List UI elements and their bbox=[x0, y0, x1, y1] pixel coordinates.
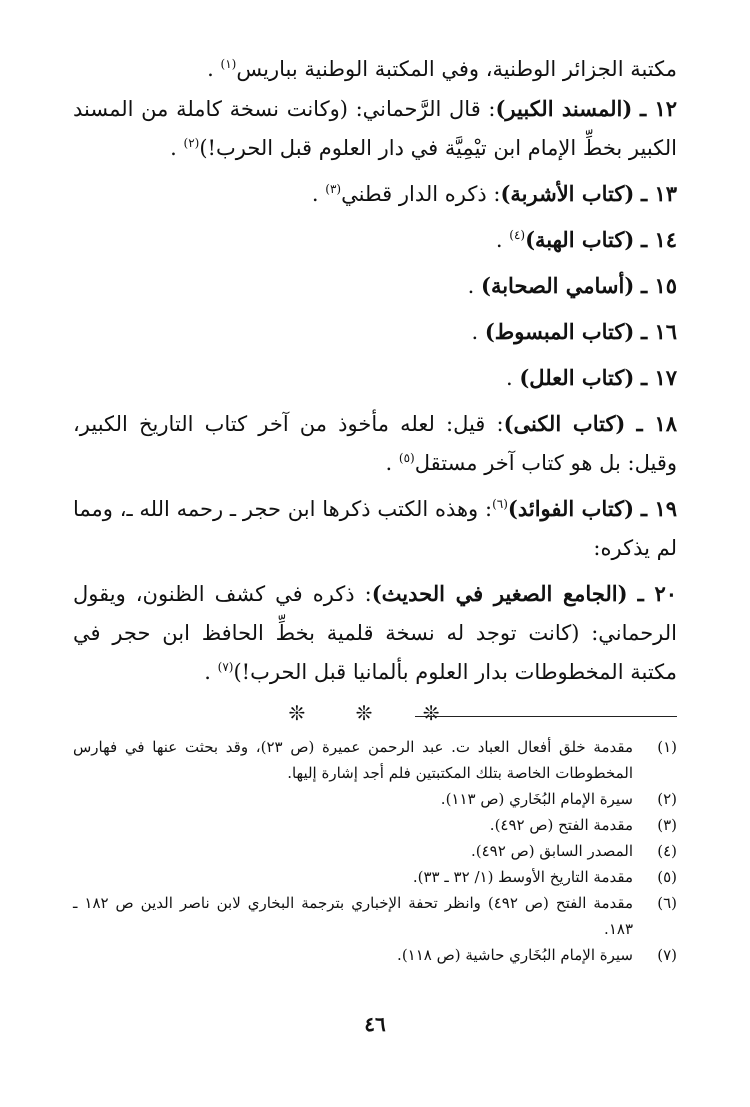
footnote-item: (٦) مقدمة الفتح (ص ٤٩٢) وانظر تحفة الإخباري بترجمة البخاري لابن ناصر الدين ص ١٨٢ ـ ١٨٣. bbox=[73, 894, 677, 938]
section-separator: ❊ ❊ ❊ bbox=[288, 701, 462, 725]
footnote-ref[interactable]: (٧) bbox=[217, 660, 234, 674]
list-item-19: ١٩ ـ (كتاب الفوائد)$^{(٦)}$: وهذه الكتب ذكرها ابن حجر ـ رحمه الله ـ، ومما لم يذكره: bbox=[73, 496, 678, 560]
footnote-item: (٧) سيرة الإمام البُخَاري حاشية (ص ١١٨). bbox=[397, 946, 677, 964]
list-item-13: ١٣ ـ (كتاب الأشربة): ذكره الدار قطني$^{(٣)}$ . bbox=[311, 181, 677, 206]
footnote-ref[interactable]: (٥) bbox=[398, 451, 415, 465]
list-item-12: ١٢ ـ (المسند الكبير): قال الرَّحماني: (وكانت نسخة كاملة من المسند الكبير بخطِّ الإمام ابن تيْمِيَّة في دار العلوم قبل الحرب!)$^{(٢)}$ . bbox=[73, 96, 678, 160]
list-item-18: ١٨ ـ (كتاب الكنى): قيل: لعله مأخوذ من آخر كتاب التاريخ الكبير، وقيل: بل هو كتاب آخر مستقل$^{(٥)}$ . bbox=[73, 411, 677, 475]
list-item-16: ١٦ ـ (كتاب المبسوط) . bbox=[471, 319, 677, 344]
footnote-item: (٥) مقدمة التاريخ الأوسط (١/ ٣٢ ـ ٣٣). bbox=[412, 868, 677, 886]
paragraph-continuation: مكتبة الجزائر الوطنية، وفي المكتبة الوطنية بباريس$^{(١)}$ . bbox=[207, 57, 677, 81]
footnote-item: (١) مقدمة خلق أفعال العباد ت. عبد الرحمن عميرة (ص ٢٣)، وقد بحثت عنها في فهارس المخطوطات الخاصة بتلك المكتبتين فلم أجد إشارة إليها. bbox=[73, 738, 677, 782]
footnote-ref[interactable]: (٤) bbox=[509, 228, 526, 242]
list-item-15: ١٥ ـ (أسامي الصحابة) . bbox=[467, 273, 677, 298]
footnotes bbox=[73, 734, 677, 968]
main-text bbox=[73, 50, 677, 728]
footnote-divider bbox=[415, 716, 677, 717]
list-item-14: ١٤ ـ (كتاب الهبة)$^{(٤)}$ . bbox=[495, 227, 677, 252]
list-item-17: ١٧ ـ (كتاب العلل) . bbox=[506, 365, 677, 390]
footnote-ref[interactable]: (٢) bbox=[183, 136, 200, 150]
footnote-item: (٤) المصدر السابق (ص ٤٩٢). bbox=[471, 842, 677, 860]
footnote-ref[interactable]: (١) bbox=[220, 57, 237, 71]
footnote-ref[interactable]: (٦) bbox=[492, 497, 508, 511]
list-item-20: ٢٠ ـ (الجامع الصغير في الحديث): ذكره في كشف الظنون، ويقول الرحماني: (كانت توجد له نسخة قلمية بخطِّ الحافظ ابن حجر في مكتبة المخطوطات بدار العلوم بألمانيا قبل الحرب!)$^{(٧)}$ . bbox=[73, 581, 677, 684]
footnote-ref[interactable]: (٣) bbox=[325, 182, 342, 196]
footnote-item: (٣) مقدمة الفتح (ص ٤٩٢). bbox=[489, 816, 677, 834]
footnote-item: (٢) سيرة الإمام البُخَاري (ص ١١٣). bbox=[440, 790, 677, 808]
page-number: ٤٦ bbox=[364, 1012, 386, 1036]
